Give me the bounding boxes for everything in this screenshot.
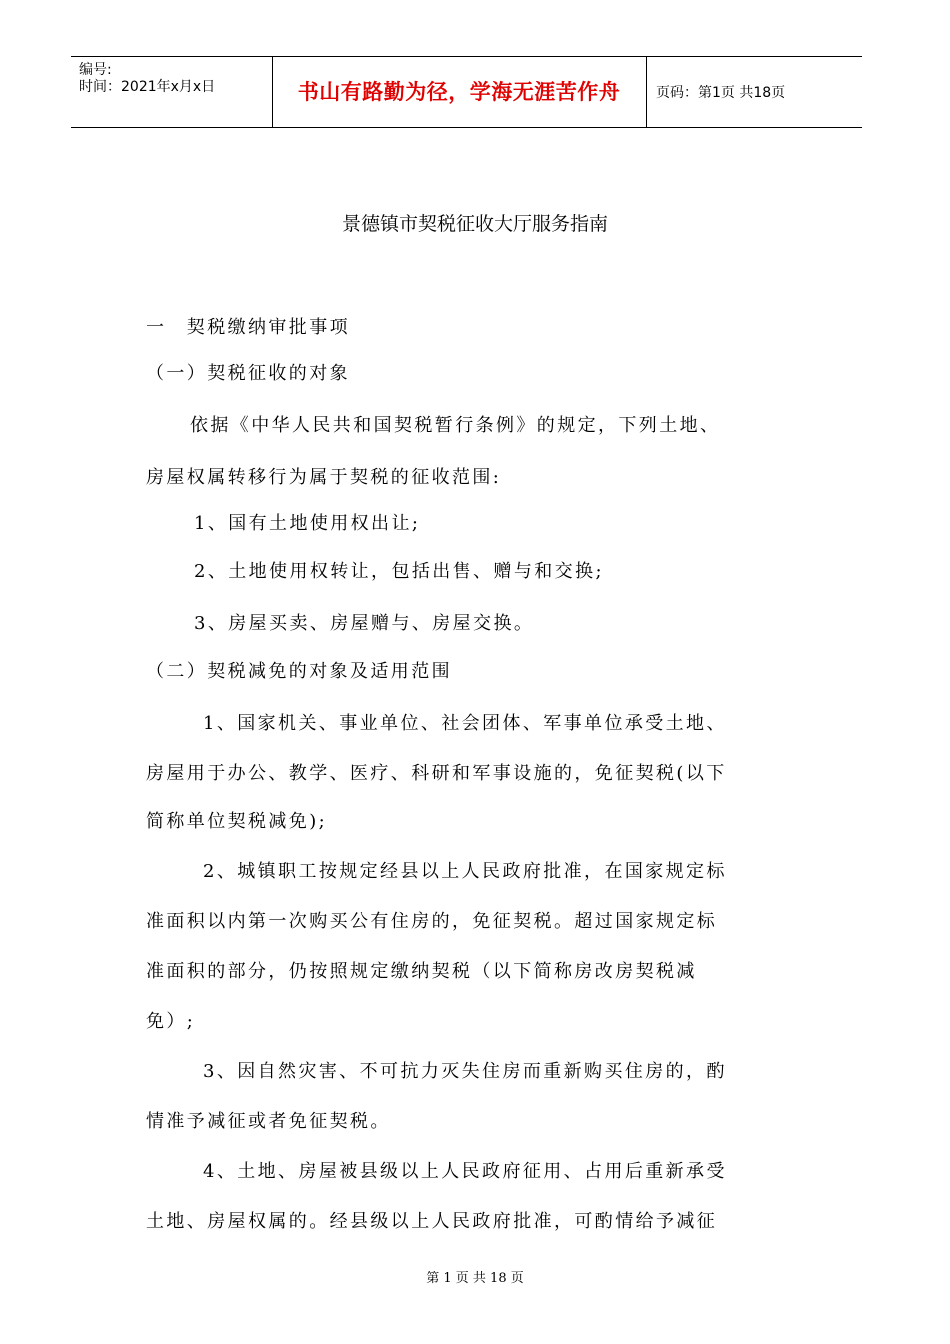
section-heading: 一 契税缴纳审批事项 [146, 317, 350, 338]
header-page-info: 页码：第1页 共18页 [656, 85, 786, 101]
paragraph-line: 依据《中华人民共和国契税暂行条例》的规定，下列土地、 [190, 415, 721, 436]
paragraph-line: 房屋用于办公、教学、医疗、科研和军事设施的，免征契税(以下 [146, 763, 727, 784]
document-time-label: 时间：2021年x月x日 [79, 79, 216, 95]
list-item: 2、土地使用权转让，包括出售、赠与和交换; [194, 561, 604, 582]
paragraph-line: 情准予减征或者免征契税。 [146, 1111, 391, 1132]
header-motto: 书山有路勤为径，学海无涯苦作舟 [297, 80, 621, 104]
header-motto-cell [272, 57, 647, 127]
paragraph-line: 1、国家机关、事业单位、社会团体、军事单位承受土地、 [203, 713, 727, 734]
subsection-heading: （一）契税征收的对象 [146, 363, 350, 384]
list-item: 1、国有土地使用权出让; [194, 513, 421, 534]
document-title: 景德镇市契税征收大厅服务指南 [341, 213, 608, 235]
header-meta-cell [71, 57, 273, 127]
paragraph-line: 简称单位契税减免); [146, 811, 328, 832]
paragraph-line: 准面积的部分，仍按照规定缴纳契税（以下简称房改房契税减 [146, 961, 697, 982]
paragraph-line: 准面积以内第一次购买公有住房的，免征契税。超过国家规定标 [146, 911, 718, 932]
document-number-label: 编号: [79, 62, 112, 78]
paragraph-line: 免）; [146, 1011, 196, 1032]
paragraph-line: 房屋权属转移行为属于契税的征收范围: [146, 467, 502, 488]
header-page-cell [646, 57, 862, 127]
paragraph-line: 土地、房屋权属的。经县级以上人民政府批准，可酌情给予减征 [146, 1211, 718, 1232]
paragraph-line: 4、土地、房屋被县级以上人民政府征用、占用后重新承受 [203, 1161, 727, 1182]
list-item: 3、房屋买卖、房屋赠与、房屋交换。 [194, 613, 535, 634]
paragraph-line: 3、因自然灾害、不可抗力灭失住房而重新购买住房的，酌 [203, 1061, 727, 1082]
subsection-heading: （二）契税减免的对象及适用范围 [146, 661, 452, 682]
paragraph-line: 2、城镇职工按规定经县以上人民政府批准，在国家规定标 [203, 861, 727, 882]
page-footer: 第 1 页 共 18 页 [426, 1271, 524, 1286]
page-header [71, 56, 862, 128]
